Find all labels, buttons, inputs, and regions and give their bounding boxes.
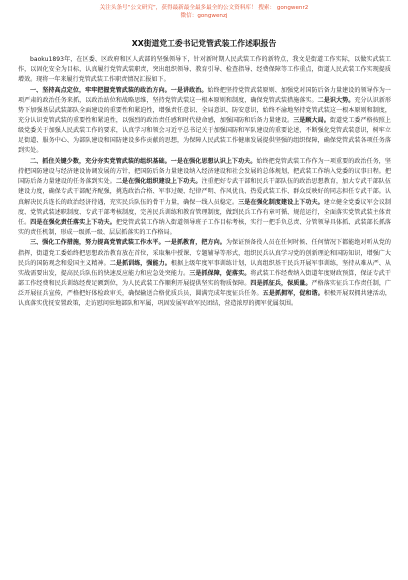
promo-banner bbox=[0, 4, 408, 20]
promo-line-1: 关注头条号“公文研究”，获得最新最全最多最全的公文资料库！ 搜索： gongwenr2 bbox=[99, 5, 309, 11]
paragraph-text: 街道党工委严格按照上级党委关于加强人民武装工作的要求，认真学习和领会习近平总书记关于加强国防和军队建设的重要论述，不断强化党管武装意识，树牢立足街道、服务中心、为部队建设和国防建设多作贡献的思想，为保障人民武装工作健康发展提供坚强的组织保障，确保党管武装各项任务落到实处。 bbox=[18, 117, 391, 155]
paragraph-text: 把党管武装工作纳入街道领导班子工作目标考核，实行一把手负总责、分管领导具体抓、武装部长抓落实的责任机制，形成一级抓一级、层层抓落实的工作格局。 bbox=[18, 218, 391, 236]
paragraph-heading-text: 二、抓住关键少数，充分夯实党管武装的组织基础。一是在强化思想认识上下功夫。 bbox=[30, 158, 257, 166]
paragraph-heading-text: 三是在强化制度建设上下功夫。 bbox=[238, 198, 324, 206]
document-body bbox=[18, 55, 391, 575]
paragraph-heading-text: 四是在强化责任落实上下功夫。 bbox=[30, 218, 116, 226]
paragraph-heading-text: 二是识大势。 bbox=[317, 96, 355, 104]
paragraph-text: 充分认识新形势下加强基层武装部队全面建设的重要性和紧迫性，增强责任意识、全局意识、防安意识，始终不渝地坚持党管武装这一根本原则和制度，充分认识党管武装的重要性和紧迫性，以强烈的政治责任感和时代使命感，加强国防和后备力量建设。 bbox=[18, 96, 391, 125]
body-paragraph bbox=[18, 86, 391, 157]
paragraph-text: 始终把坚持党管武装原则、加强党对国防后备力量建设的领导作为一项严肃的政治任务来抓，以政治站位和战略思维，坚持党管武装这一根本原则和制度，确保党管武装措施落实。 bbox=[18, 86, 391, 104]
paragraph-text: 积极开展双拥共建活动，认真落实优抚安置政策，走访慰问驻地部队和军属，巩固发展军政军民团结，营造浓厚的拥军优属氛围。 bbox=[18, 289, 391, 308]
paragraph-heading-text: 五是抓拥军，促和谐。 bbox=[262, 289, 324, 297]
document-title: XX街道党工委书记党管武装工作述职报告 bbox=[131, 39, 277, 48]
paragraph-heading-text: 二是抓训练，强能力。 bbox=[109, 259, 171, 267]
paragraph-text: 注重把好专武干部和民兵干部队伍的政治思想教育，加大专武干部队伍建设力度，确保专武干部配齐配强，挑选政治合格、军事过硬、纪律严明、作风优良、热爱武装工作、群众反映好的同志担任专武干部。认真解决民兵连长的政治经济待遇，充实民兵队伍的骨干力量，确保一线人员稳定。 bbox=[18, 178, 391, 206]
paragraph-heading-text: 二是在强化组织建设上下功夫。 bbox=[115, 178, 202, 186]
body-paragraph bbox=[18, 55, 391, 85]
paragraph-heading-text: 三是抓保障，促落实。 bbox=[189, 269, 251, 277]
paragraph-text: 建立健全党委议军会议制度、党管武装述职制度、专武干部考核制度，完善民兵训练和教育管理制度，做到民兵工作有章可循、规范运行，全面落实党管武装主体责任。 bbox=[18, 198, 391, 226]
paragraph-text: baoku1893年，在区委、区政府和区人武部的坚强领导下，针对新时期人民武装工作的新特点，我文是街道工作实际，以做实武装工作，以固化安全为目标，认真履行党管武装职责，突出组织领导、教育引导、检查指导、经费保障等工作重点，街道人民武装工作实现提质增效。现将一年来履行党管武装工作职责情况汇报如下。 bbox=[18, 56, 391, 84]
body-paragraph bbox=[18, 238, 391, 309]
paragraph-heading-text: 一、坚持高点定位，牢牢把握党管武装的政治方向。一是讲政治。 bbox=[30, 86, 208, 94]
paragraph-heading-text: 四是抓征兵，保质量。 bbox=[250, 279, 312, 287]
body-paragraph bbox=[18, 157, 391, 238]
paragraph-text: 根据上级年度军事训练计划，认真组织基干民兵开展军事训练，坚持从难从严、从实战需要出发，提高民兵队伍的快速反应能力和应急处突能力。 bbox=[18, 259, 391, 277]
paragraph-text: 将武装工作经费纳入街道年度财政预算，保证专武干部工作经费和民兵训练经费足额到位，为人民武装工作顺利开展提供坚实的物质保障。 bbox=[18, 269, 391, 287]
paragraph-text: 为保证预备役人员在任何时候、任何情况下都能绝对听从党的指挥，街道党工委始终把思想政治教育放在首位，采取集中授课、专题辅导等形式，组织民兵认真学习党的创新理论和国防知识，增强广大民兵的国防观念和爱国主义精神。 bbox=[18, 239, 391, 267]
paragraph-text: 始终把党管武装工作作为一项重要的政治任务，坚持把国防建设与经济建设协调发展的方针，把国防后备力量建设纳入经济建设和社会发展的总体规划，把武装工作纳入党委的议事日程。把国防后备力量建设的任务落到实处。 bbox=[18, 158, 391, 186]
paragraph-text: 严格落实征兵工作责任制，广泛开展征兵宣传，严格把好体检政审关，确保输送合格优质兵员，圆满完成年度征兵任务。 bbox=[18, 279, 391, 297]
promo-line-2: 微信：gongwenzj bbox=[180, 13, 228, 19]
paragraph-heading-text: 三是顾大局。 bbox=[293, 117, 330, 125]
paragraph-heading-text: 三、强化工作措施，努力提高党管武装工作水平。一是抓教育，把方向。 bbox=[30, 239, 226, 247]
